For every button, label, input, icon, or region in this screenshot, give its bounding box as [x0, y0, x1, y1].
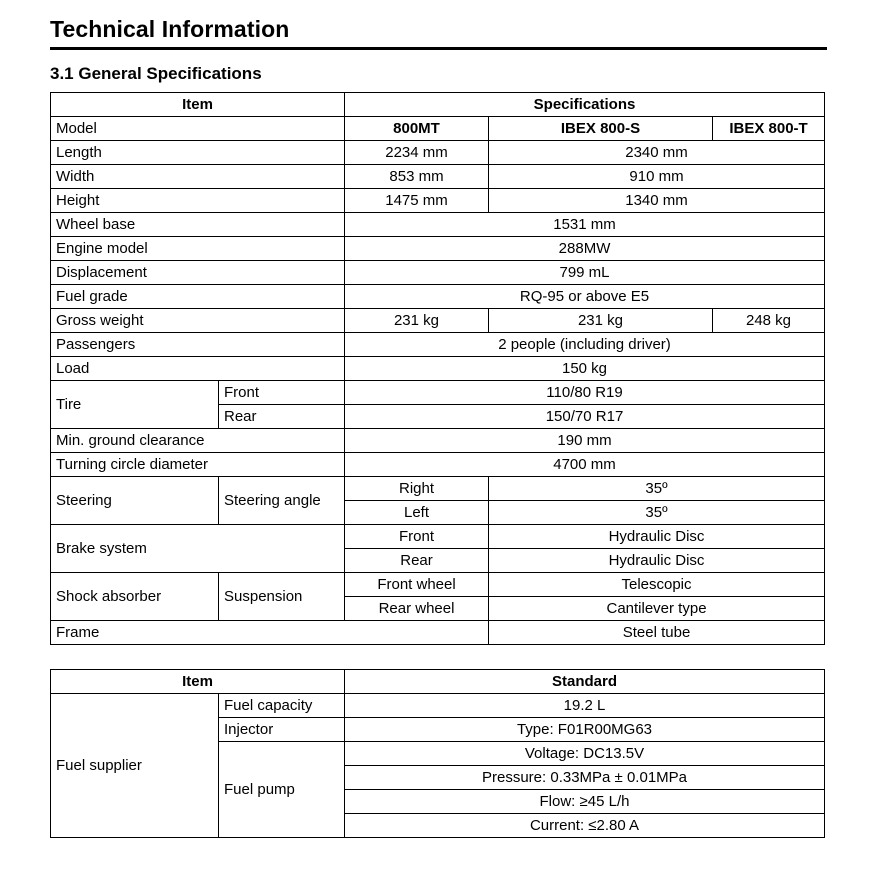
table-row — [51, 117, 825, 141]
column-header-item: Item — [51, 93, 345, 117]
table-header-row — [51, 93, 825, 117]
row-label-fuel-grade: Fuel grade — [51, 285, 345, 309]
cell-fuel-pump-pressure: Pressure: 0.33MPa ± 0.01MPa — [345, 766, 825, 790]
row-label-length: Length — [51, 141, 345, 165]
row-label-model: Model — [51, 117, 345, 141]
cell-tire-rear-label: Rear — [219, 405, 345, 429]
row-label-shock-absorber: Shock absorber — [51, 573, 219, 621]
cell-fuel-pump-voltage: Voltage: DC13.5V — [345, 742, 825, 766]
row-label-frame: Frame — [51, 621, 489, 645]
cell-brake-front-value: Hydraulic Disc — [489, 525, 825, 549]
fuel-supplier-table — [50, 669, 825, 838]
column-header-item: Item — [51, 670, 345, 694]
table-row — [51, 141, 825, 165]
cell-fuel-capacity-label: Fuel capacity — [219, 694, 345, 718]
cell-suspension-front-value: Telescopic — [489, 573, 825, 597]
cell-height-ibex: 1340 mm — [489, 189, 825, 213]
table-row — [51, 285, 825, 309]
page-title: Technical Information — [50, 16, 290, 42]
cell-brake-front-label: Front — [345, 525, 489, 549]
row-label-brake-system: Brake system — [51, 525, 345, 573]
title-divider — [50, 47, 827, 50]
row-label-displacement: Displacement — [51, 261, 345, 285]
cell-width-800mt: 853 mm — [345, 165, 489, 189]
table-row — [51, 477, 825, 501]
cell-steering-right-label: Right — [345, 477, 489, 501]
table-row — [51, 189, 825, 213]
cell-displacement: 799 mL — [345, 261, 825, 285]
cell-steering-right-value: 35º — [489, 477, 825, 501]
cell-width-ibex: 910 mm — [489, 165, 825, 189]
table-row — [51, 694, 825, 718]
column-header-specifications: Specifications — [345, 93, 825, 117]
cell-fuel-grade: RQ-95 or above E5 — [345, 285, 825, 309]
cell-load: 150 kg — [345, 357, 825, 381]
cell-injector-value: Type: F01R00MG63 — [345, 718, 825, 742]
cell-model-ibex-800-t: IBEX 800-T — [713, 117, 825, 141]
table-row — [51, 453, 825, 477]
general-specifications-table — [50, 92, 825, 645]
row-label-turning-circle-diameter: Turning circle diameter — [51, 453, 345, 477]
cell-model-800mt: 800MT — [345, 117, 489, 141]
cell-fuel-pump-flow: Flow: ≥45 L/h — [345, 790, 825, 814]
table-row — [51, 309, 825, 333]
cell-fuel-pump-current: Current: ≤2.80 A — [345, 814, 825, 838]
row-label-min-ground-clearance: Min. ground clearance — [51, 429, 345, 453]
table-row — [51, 429, 825, 453]
cell-brake-rear-label: Rear — [345, 549, 489, 573]
cell-height-800mt: 1475 mm — [345, 189, 489, 213]
cell-suspension-front-label: Front wheel — [345, 573, 489, 597]
cell-gross-weight-ibex-t: 248 kg — [713, 309, 825, 333]
cell-tire-front-label: Front — [219, 381, 345, 405]
table-row — [51, 573, 825, 597]
cell-frame-value: Steel tube — [489, 621, 825, 645]
table-header-row — [51, 670, 825, 694]
row-label-height: Height — [51, 189, 345, 213]
table-row — [51, 357, 825, 381]
cell-length-ibex: 2340 mm — [489, 141, 825, 165]
table-row — [51, 261, 825, 285]
row-label-steering: Steering — [51, 477, 219, 525]
cell-tire-front-value: 110/80 R19 — [345, 381, 825, 405]
table-row — [51, 237, 825, 261]
column-header-standard: Standard — [345, 670, 825, 694]
row-label-load: Load — [51, 357, 345, 381]
row-label-tire: Tire — [51, 381, 219, 429]
cell-engine-model: 288MW — [345, 237, 825, 261]
cell-model-ibex-800-s: IBEX 800-S — [489, 117, 713, 141]
cell-steering-left-value: 35º — [489, 501, 825, 525]
table-spacer — [50, 645, 827, 669]
cell-steering-angle-label: Steering angle — [219, 477, 345, 525]
cell-fuel-pump-label: Fuel pump — [219, 742, 345, 838]
cell-gross-weight-ibex-s: 231 kg — [489, 309, 713, 333]
row-label-wheel-base: Wheel base — [51, 213, 345, 237]
section-heading: 3.1 General Specifications — [50, 64, 262, 83]
cell-suspension-label: Suspension — [219, 573, 345, 621]
cell-wheel-base: 1531 mm — [345, 213, 825, 237]
row-label-width: Width — [51, 165, 345, 189]
cell-fuel-capacity-value: 19.2 L — [345, 694, 825, 718]
cell-tire-rear-value: 150/70 R17 — [345, 405, 825, 429]
table-row — [51, 333, 825, 357]
table-row — [51, 381, 825, 405]
cell-injector-label: Injector — [219, 718, 345, 742]
table-row — [51, 525, 825, 549]
table-row — [51, 213, 825, 237]
cell-gross-weight-800mt: 231 kg — [345, 309, 489, 333]
cell-steering-left-label: Left — [345, 501, 489, 525]
cell-brake-rear-value: Hydraulic Disc — [489, 549, 825, 573]
cell-suspension-rear-label: Rear wheel — [345, 597, 489, 621]
row-label-passengers: Passengers — [51, 333, 345, 357]
table-row — [51, 621, 825, 645]
cell-passengers: 2 people (including driver) — [345, 333, 825, 357]
row-label-gross-weight: Gross weight — [51, 309, 345, 333]
cell-min-ground-clearance: 190 mm — [345, 429, 825, 453]
cell-turning-circle-diameter: 4700 mm — [345, 453, 825, 477]
cell-length-800mt: 2234 mm — [345, 141, 489, 165]
row-label-fuel-supplier: Fuel supplier — [51, 694, 219, 838]
row-label-engine-model: Engine model — [51, 237, 345, 261]
table-row — [51, 165, 825, 189]
cell-suspension-rear-value: Cantilever type — [489, 597, 825, 621]
